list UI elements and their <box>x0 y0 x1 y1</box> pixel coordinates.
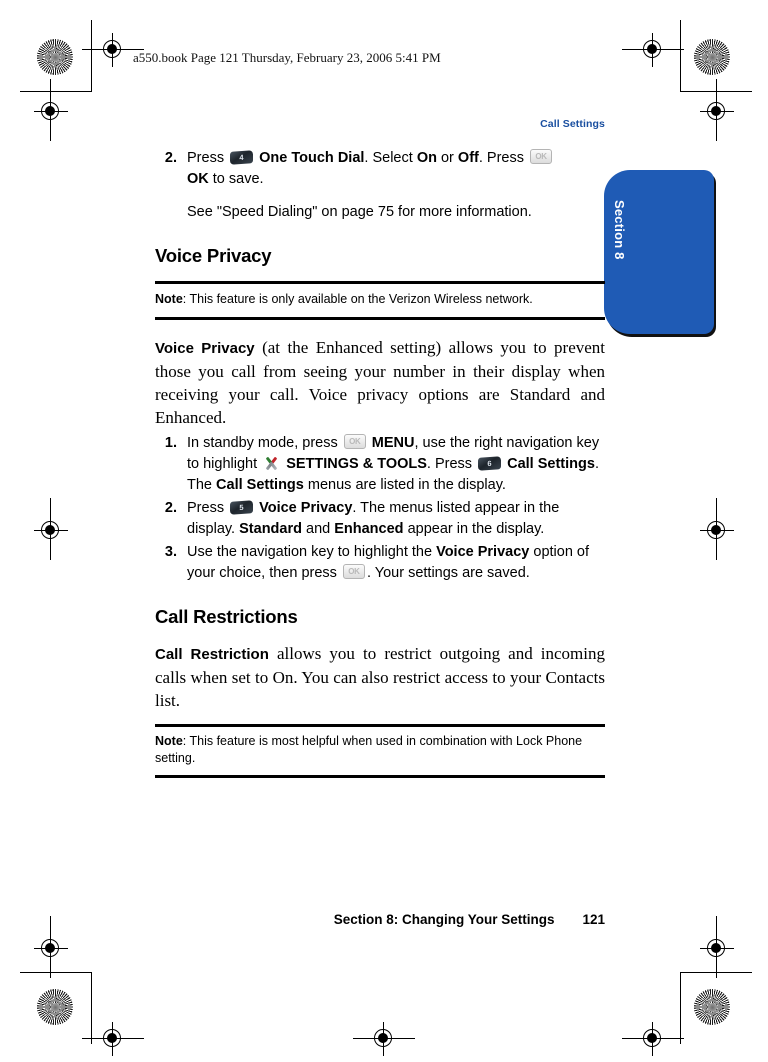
step-text-c: or <box>440 150 454 166</box>
trim-line-bottom-left-vertical <box>91 972 92 1044</box>
page-title-voice-privacy: Voice Privacy <box>155 245 272 266</box>
step-text-a: Use the navigation key to highlight the <box>187 544 433 560</box>
note-text: : This feature is most helpful when used in combination with Lock Phone setting. <box>155 734 583 765</box>
step-bold-voice-privacy: Voice Privacy <box>436 544 530 560</box>
paragraph-lead-call-restriction: Call Restriction <box>155 646 269 663</box>
file-slug-line: a550.book Page 121 Thursday, February 23, 2006 5:41 PM <box>133 50 441 65</box>
density-star-target-bottom-left <box>37 989 73 1025</box>
page-footer <box>155 912 605 927</box>
settings-tools-icon <box>263 456 280 471</box>
list-item <box>155 148 605 190</box>
note-voice-privacy <box>155 281 605 320</box>
paragraph-call-restrictions <box>155 642 605 712</box>
step-number: 2. <box>164 150 177 166</box>
step-bold-call-settings-2: Call Settings <box>216 477 304 493</box>
note-text: : This feature is only available on the Verizon Wireless network. <box>182 292 533 306</box>
step-text-d: . The <box>187 456 599 493</box>
step-number: 3. <box>164 544 177 560</box>
footer-title: Section 8: Changing Your Settings <box>333 912 555 927</box>
density-star-target-bottom-right <box>694 989 730 1025</box>
paragraph-voice-privacy <box>155 336 605 429</box>
step-number: 1. <box>164 435 177 451</box>
step-text <box>187 498 605 540</box>
note-label: Note <box>155 292 183 306</box>
registration-mark-top-left <box>96 33 130 67</box>
paragraph-lead-voice-privacy: Voice Privacy <box>155 340 255 357</box>
number-key-icon: 5 <box>230 500 253 515</box>
step-text-c: and <box>306 521 331 537</box>
steps-voice-privacy <box>155 433 605 584</box>
trim-line-top-left-vertical <box>91 20 92 92</box>
page-number: 121 <box>582 912 605 927</box>
step-bold-settings-tools: SETTINGS & TOOLS <box>286 456 427 472</box>
step-text-c: . Your settings are saved. <box>366 565 530 581</box>
step-text-a: Press <box>187 500 225 516</box>
registration-mark-right-middle <box>700 514 734 548</box>
page-content <box>155 118 605 794</box>
registration-mark-bottom-center <box>367 1022 401 1056</box>
step-bold-standard: Standard <box>239 521 302 537</box>
ok-key-icon: OK <box>530 149 552 164</box>
section-tab <box>604 170 714 334</box>
registration-mark-right-lower <box>700 932 734 966</box>
trim-line-bottom-right-vertical <box>680 972 681 1044</box>
trim-line-bottom-left-horizontal <box>20 972 92 973</box>
registration-mark-left-lower <box>34 932 68 966</box>
registration-mark-right-upper <box>700 95 734 129</box>
density-star-target-top-right <box>694 39 730 75</box>
density-star-target-top-left <box>37 39 73 75</box>
step-bold-ok: OK <box>187 171 209 187</box>
paragraph-body-voice-privacy: (at the Enhanced setting) allows you to prevent those you call from seeing your number in their display when receiving your call. Voice privacy options are Standard and Enhanced. <box>155 338 606 427</box>
list-item <box>155 542 605 584</box>
trim-line-top-left-horizontal <box>20 91 92 92</box>
step-text-b: option of your choice, then press <box>187 544 590 581</box>
registration-mark-bottom-right <box>636 1022 670 1056</box>
step-text-e: to save. <box>212 171 264 187</box>
list-item <box>155 498 605 540</box>
note-label: Note <box>155 734 183 748</box>
see-also-text: See "Speed Dialing" on page 75 for more information. <box>187 204 532 220</box>
section-tab-label: Section 8 <box>612 200 627 260</box>
step-text <box>187 433 605 496</box>
step-bold-on: On <box>416 150 437 166</box>
step-text-c: . Press <box>426 456 473 472</box>
step-bold-voice-privacy: Voice Privacy <box>259 500 353 516</box>
number-key-icon: 6 <box>478 456 501 471</box>
note-call-restrictions <box>155 724 605 778</box>
trim-line-top-right-vertical <box>680 20 681 92</box>
step-text <box>187 148 605 190</box>
registration-mark-left-middle <box>34 514 68 548</box>
registration-mark-top-right <box>636 33 670 67</box>
ok-key-icon: OK <box>344 434 366 449</box>
running-head: Call Settings <box>540 118 605 130</box>
step-bold-one-touch-dial: One Touch Dial <box>259 150 365 166</box>
step-text-a: Press <box>187 150 225 166</box>
step-bold-enhanced: Enhanced <box>334 521 404 537</box>
paragraph-body-call-restriction: allows you to restrict outgoing and incoming calls when set to On. You can also restrict access to your Contacts list. <box>155 644 606 710</box>
step-number: 2. <box>164 500 177 516</box>
step-text-e: menus are listed in the display. <box>307 477 506 493</box>
step-text-b: . The menus listed appear in the display. <box>187 500 560 537</box>
list-item <box>155 433 605 496</box>
step-text-b: . Select <box>364 150 413 166</box>
registration-mark-bottom-left <box>96 1022 130 1056</box>
steps-continued <box>155 148 605 190</box>
step-bold-menu: MENU <box>371 435 415 451</box>
ok-key-icon: OK <box>343 564 365 579</box>
step-text-d: appear in the display. <box>407 521 545 537</box>
step-bold-off: Off <box>457 150 479 166</box>
page-title-call-restrictions: Call Restrictions <box>155 606 298 627</box>
step-text-d: . Press <box>478 150 524 166</box>
step-bold-call-settings-1: Call Settings <box>507 456 595 472</box>
step-text-b: , use the right navigation key to highlight <box>187 435 600 472</box>
registration-mark-left-upper <box>34 95 68 129</box>
number-key-icon: 4 <box>230 150 253 165</box>
step-text <box>187 542 605 584</box>
step-text-a: In standby mode, press <box>187 435 338 451</box>
trim-line-bottom-right-horizontal <box>680 972 752 973</box>
